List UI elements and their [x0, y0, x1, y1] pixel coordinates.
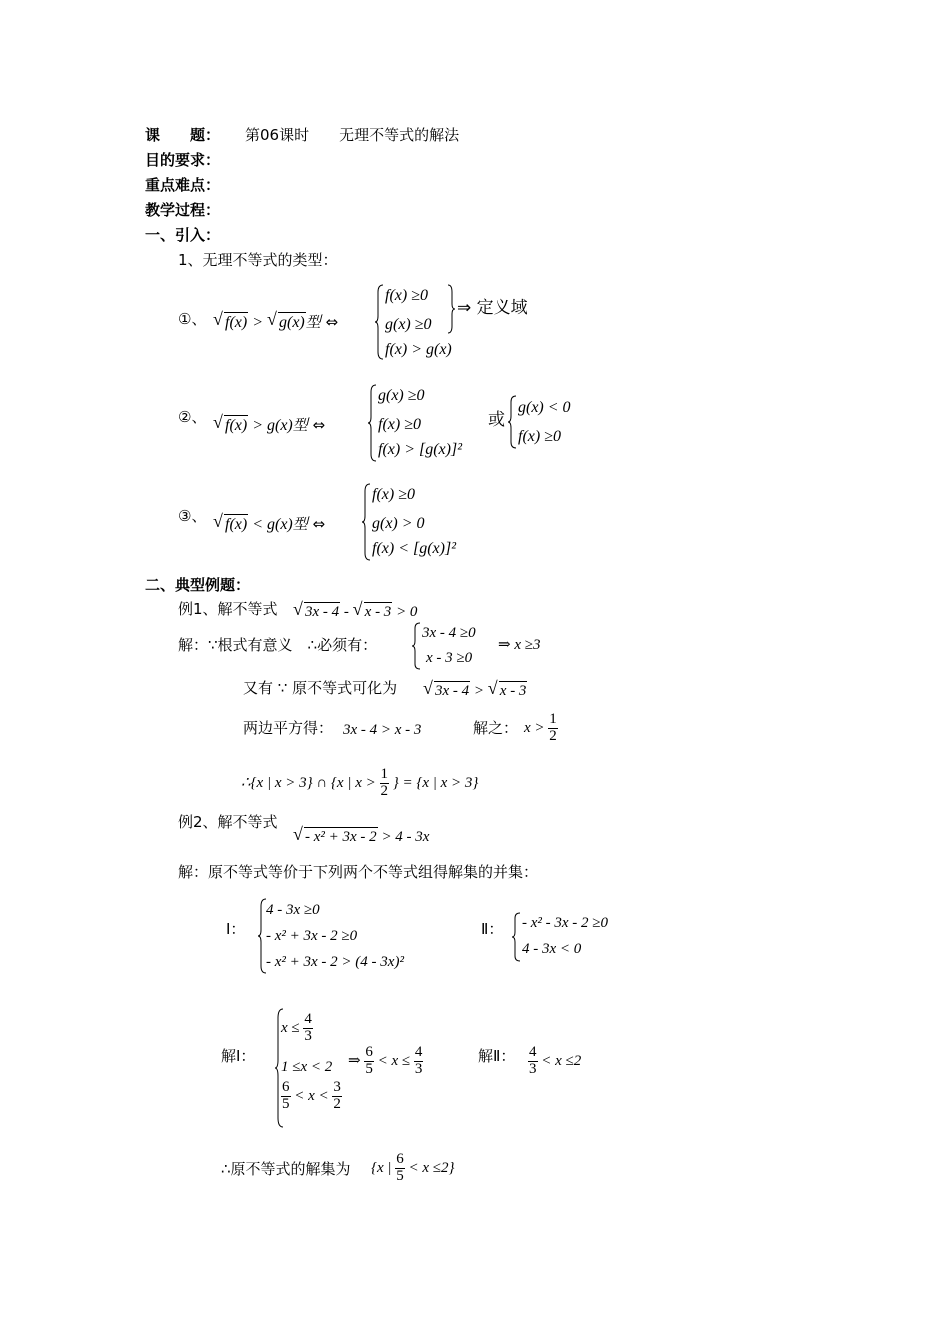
- right-brace-icon: [447, 284, 455, 334]
- ex2-sol1-r3-num: 6: [282, 1079, 290, 1095]
- type3-rhs: < g(x): [252, 516, 293, 533]
- type3-cond-2: g(x) > 0: [372, 515, 425, 532]
- left-brace-icon: [375, 284, 385, 360]
- ex1-label: 例1、解不等式: [178, 600, 278, 618]
- type1-rad-g: g(x): [279, 314, 305, 331]
- goal-label: 目的要求：: [145, 151, 221, 169]
- ex2-sol1-res-den2: 3: [414, 1060, 423, 1077]
- left-brace-icon: [412, 622, 422, 670]
- ex2-sol1-r1-frac: [303, 1012, 313, 1045]
- type2-alt-cond-2: f(x) ≥0: [518, 428, 561, 445]
- ex1-concl-den: 2: [380, 782, 388, 799]
- ex1-concl-post: } = {x | x > 3}: [392, 774, 479, 791]
- ex1-tail: > 0: [396, 604, 418, 620]
- ex1-line3-label: 两边平方得：: [243, 719, 334, 737]
- section2-title: 二、典型例题：: [145, 576, 251, 594]
- ex2-sys1-row-2: - x² + 3x - 2 ≥0: [266, 928, 358, 944]
- ex2-sol1-result: [348, 1045, 423, 1078]
- ex2-sol2-den: 3: [529, 1060, 537, 1077]
- ex1-line2-rad2: x - 3: [499, 683, 527, 699]
- ex1-line2-expr: [423, 681, 527, 699]
- ex2-sys2-row-2: 4 - 3x < 0: [522, 941, 582, 957]
- ex1-line2-gt: >: [473, 683, 485, 699]
- ex1-line3-result: [524, 712, 558, 745]
- ex2-sys1-row-3: - x² + 3x - 2 > (4 - 3x)²: [266, 954, 404, 970]
- type2-or: 或: [488, 410, 505, 430]
- left-brace-icon: [512, 912, 522, 962]
- type3-lhs: [213, 514, 325, 533]
- ex2-sys1-row-1: 4 - 3x ≥0: [266, 902, 320, 918]
- section1-subtitle: 1、无理不等式的类型：: [178, 251, 338, 269]
- ex1-minus: -: [343, 604, 349, 620]
- ex2-sol1-r3-num2: 3: [333, 1079, 341, 1095]
- ex2-sol1-label: 解Ⅰ：: [221, 1047, 256, 1065]
- type2-suffix: 型 ⇔: [292, 416, 326, 434]
- type1-note: ⇒ 定义域: [457, 298, 528, 318]
- ex2-sol1-res-num: 6: [365, 1044, 373, 1060]
- ex2-sys2-label: Ⅱ：: [481, 920, 504, 938]
- ex1-rad2: x - 3: [364, 604, 392, 620]
- ex2-sol1-r3-mid: < x <: [294, 1087, 329, 1104]
- ex2-sol1-res-mid: < x ≤: [377, 1052, 411, 1069]
- ex2-sol1-arrow: ⇒: [348, 1052, 361, 1069]
- type2-cond-1: g(x) ≥0: [378, 387, 425, 404]
- ex2-sol2-num: 4: [529, 1044, 537, 1060]
- ex2-sol2-frac: [528, 1045, 538, 1078]
- ex1-line3-expr: 3x - 4 > x - 3: [343, 722, 422, 738]
- ex2-sys2-row-1: - x² - 3x - 2 ≥0: [522, 915, 609, 931]
- ex2-final-frac: [395, 1152, 405, 1185]
- ex2-sol2-label: 解Ⅱ：: [478, 1047, 516, 1065]
- type2-cond-3: f(x) > [g(x)]²: [378, 441, 463, 458]
- ex2-final-set: [371, 1152, 455, 1185]
- type1-marker: ①、: [178, 310, 207, 328]
- type3-cond-3: f(x) < [g(x)]²: [372, 540, 457, 557]
- ex2-sol1-row-2: 1 ≤x < 2: [281, 1059, 333, 1075]
- type2-alt-cond-1: g(x) < 0: [518, 399, 571, 416]
- ex2-sol2-tail: < x ≤2: [541, 1052, 582, 1069]
- type1-cond-2: g(x) ≥0: [385, 316, 432, 333]
- ex2-final-post: < x ≤2}: [408, 1159, 455, 1176]
- ex1-line3-den: 2: [549, 727, 557, 744]
- type1-rad-f: f(x): [225, 314, 248, 331]
- type2-lhs: [213, 415, 325, 434]
- type3-marker: ③、: [178, 507, 207, 525]
- ex1-line3-res-pre: x >: [524, 719, 545, 736]
- type2-marker: ②、: [178, 408, 207, 426]
- ex2-sys2: [512, 912, 652, 962]
- process-label: 教学过程：: [145, 201, 221, 219]
- ex1-expr: [293, 602, 417, 620]
- ex2-sol1-row-1: [281, 1012, 313, 1045]
- ex2-intro: 解：原不等式等价于下列两个不等式组得解集的并集：: [178, 863, 539, 881]
- ex2-final-den: 5: [396, 1167, 404, 1184]
- ex2-sol1-r3-frac1: [281, 1080, 291, 1113]
- ex1-line2-rad1: 3x - 4: [435, 683, 470, 699]
- ex2-sol1-r3-frac2: [332, 1080, 342, 1113]
- keypoint-label: 重点难点：: [145, 176, 221, 194]
- type2-cond-2: f(x) ≥0: [378, 416, 421, 433]
- ex2-sol1-res-den: 5: [365, 1060, 373, 1077]
- ex2-final-set-pre: {x |: [371, 1159, 392, 1176]
- ex1-line3-frac: [548, 712, 558, 745]
- ex2-expr: [293, 827, 429, 845]
- ex2-sys1-label: Ⅰ：: [226, 920, 246, 938]
- ex1-conclusion: [241, 767, 478, 800]
- ex2-sol1-r1-den: 3: [304, 1027, 312, 1044]
- left-brace-icon: [368, 384, 378, 462]
- ex2-sol1-system: [275, 1008, 355, 1128]
- ex2-label: 例2、解不等式: [178, 813, 278, 831]
- ex1-line2-prefix: 又有 ∵ 原不等式可化为: [243, 679, 398, 697]
- ex1-sol-cond-1: 3x - 4 ≥0: [422, 625, 476, 641]
- topic-label: 课 题：: [145, 126, 221, 144]
- ex2-tail: > 4 - 3x: [381, 829, 430, 845]
- type1-cond-3: f(x) > g(x): [385, 341, 452, 358]
- ex2-sol1-r3-den2: 2: [333, 1095, 341, 1112]
- ex2-sol1-res-frac1: [364, 1045, 374, 1078]
- ex2-final-num: 6: [396, 1151, 404, 1167]
- type1-cond-1: f(x) ≥0: [385, 287, 428, 304]
- ex1-sol-cond-2: x - 3 ≥0: [426, 650, 473, 666]
- ex2-sol2-result: [528, 1045, 581, 1078]
- section1-title: 一、引入：: [145, 226, 221, 244]
- ex2-rad: - x² + 3x - 2: [305, 829, 377, 845]
- ex2-sol1-res-frac2: [414, 1045, 424, 1078]
- type2-rad-f: f(x): [225, 417, 248, 434]
- ex1-sol-prefix: 解：∵根式有意义 ∴必须有：: [178, 636, 378, 654]
- type3-cond-1: f(x) ≥0: [372, 486, 415, 503]
- topic-value: 第06课时 无理不等式的解法: [245, 126, 460, 144]
- ex1-concl-num: 1: [380, 766, 388, 782]
- ex2-sol1-row-3: [281, 1080, 342, 1113]
- type3-rad-f: f(x): [225, 516, 248, 533]
- ex2-sys1: [258, 898, 458, 974]
- ex2-sol1-r1-num: 4: [304, 1011, 312, 1027]
- type1-lhs: [213, 312, 338, 331]
- ex1-line3-num: 1: [549, 711, 557, 727]
- type1-suffix: 型 ⇔: [305, 313, 339, 331]
- ex2-sol1-r1-pre: x ≤: [281, 1019, 300, 1036]
- ex1-line3-solve: 解之：: [473, 719, 519, 737]
- left-brace-icon: [508, 395, 518, 449]
- ex1-rad1: 3x - 4: [305, 604, 340, 620]
- ex1-concl-frac: [380, 767, 390, 800]
- left-brace-icon: [362, 483, 372, 561]
- ex1-concl-pre: ∴{x | x > 3} ∩ {x | x >: [241, 774, 376, 791]
- type3-suffix: 型 ⇔: [292, 515, 326, 533]
- type2-system: [368, 384, 488, 462]
- ex2-sol1-res-num2: 4: [414, 1044, 423, 1060]
- type2-rhs: > g(x): [252, 417, 293, 434]
- type3-system: [362, 483, 482, 561]
- ex1-sol-result: ⇒ x ≥3: [498, 637, 541, 653]
- type1-rel: >: [252, 314, 263, 331]
- ex2-sol1-r3-den: 5: [282, 1095, 290, 1112]
- ex1-sol-system: [412, 622, 502, 670]
- type2-alt-system: [508, 395, 588, 449]
- ex2-final-prefix: ∴原不等式的解集为: [221, 1160, 351, 1178]
